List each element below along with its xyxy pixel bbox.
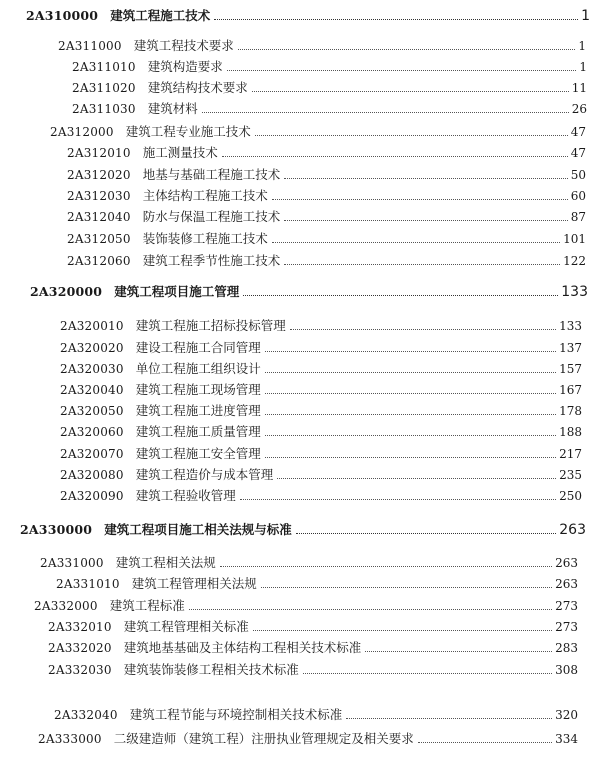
toc-title: 单位工程施工组织设计 bbox=[135, 361, 261, 376]
toc-entry-section[interactable] bbox=[26, 8, 590, 24]
toc-title: 施工测量技术 bbox=[142, 145, 218, 160]
toc-leader bbox=[265, 393, 556, 394]
toc-leader bbox=[238, 49, 576, 50]
toc-title: 建筑工程施工质量管理 bbox=[135, 424, 261, 439]
toc-title: 建筑工程造价与成本管理 bbox=[135, 467, 274, 482]
toc-title: 建筑工程验收管理 bbox=[135, 488, 236, 503]
toc-page: 50 bbox=[570, 168, 586, 182]
toc-leader bbox=[240, 499, 556, 500]
toc-entry[interactable] bbox=[60, 467, 582, 483]
toc-page: 217 bbox=[559, 447, 582, 461]
toc-page: 263 bbox=[555, 577, 578, 591]
toc-entry-section[interactable] bbox=[20, 522, 586, 538]
toc-entry[interactable] bbox=[50, 124, 586, 140]
toc-code: 2A312050 bbox=[67, 232, 131, 246]
toc-title: 建筑工程施工进度管理 bbox=[135, 403, 261, 418]
toc-entry[interactable] bbox=[60, 446, 582, 462]
toc-page: 263 bbox=[559, 522, 586, 538]
toc-leader bbox=[290, 329, 556, 330]
toc-entry[interactable] bbox=[56, 576, 578, 592]
toc-leader bbox=[214, 19, 578, 20]
toc-title: 地基与基础工程施工技术 bbox=[142, 167, 281, 182]
toc-leader bbox=[303, 673, 552, 674]
toc-page: 167 bbox=[559, 383, 582, 397]
toc-code: 2A311010 bbox=[72, 60, 136, 74]
toc-code: 2A320090 bbox=[60, 489, 124, 503]
toc-page: 137 bbox=[559, 341, 582, 355]
toc-leader bbox=[253, 630, 552, 631]
toc-entry[interactable] bbox=[48, 619, 578, 635]
toc-title: 建筑工程节能与环境控制相关技术标准 bbox=[129, 707, 343, 722]
toc-code: 2A320080 bbox=[60, 468, 124, 482]
toc-title: 建筑工程技术要求 bbox=[133, 38, 234, 53]
toc-leader bbox=[255, 135, 568, 136]
toc-code: 2A331010 bbox=[56, 577, 120, 591]
toc-entry[interactable] bbox=[67, 231, 586, 247]
toc-code: 2A320030 bbox=[60, 362, 124, 376]
toc-code: 2A312000 bbox=[50, 125, 114, 139]
toc-title: 建筑材料 bbox=[147, 101, 198, 116]
toc-entry[interactable] bbox=[40, 555, 578, 571]
toc-title: 建筑工程项目施工管理 bbox=[114, 284, 240, 299]
toc-leader bbox=[227, 70, 577, 71]
toc-leader bbox=[222, 156, 568, 157]
toc-page: 188 bbox=[559, 425, 582, 439]
toc-entry[interactable] bbox=[60, 488, 582, 504]
toc-page: 60 bbox=[570, 189, 586, 203]
toc-leader bbox=[284, 178, 567, 179]
toc-entry[interactable] bbox=[67, 209, 586, 225]
toc-page: 101 bbox=[563, 232, 586, 246]
toc-code: 2A311020 bbox=[72, 81, 136, 95]
toc-entry[interactable] bbox=[54, 707, 578, 723]
toc-entry-section[interactable] bbox=[30, 284, 588, 300]
toc-entry[interactable] bbox=[48, 662, 578, 678]
toc-code: 2A331000 bbox=[40, 556, 104, 570]
toc-page: 178 bbox=[559, 404, 582, 418]
toc-page: 157 bbox=[559, 362, 582, 376]
toc-code: 2A312040 bbox=[67, 210, 131, 224]
toc-entry[interactable] bbox=[48, 640, 578, 656]
toc-code: 2A312030 bbox=[67, 189, 131, 203]
toc-code: 2A330000 bbox=[20, 522, 93, 537]
toc-page: 308 bbox=[555, 663, 578, 677]
toc-entry[interactable] bbox=[38, 731, 578, 747]
toc-code: 2A311030 bbox=[72, 102, 136, 116]
toc-page: 87 bbox=[570, 210, 586, 224]
toc-leader bbox=[265, 351, 556, 352]
toc-code: 2A320000 bbox=[30, 284, 103, 299]
toc-page: 47 bbox=[570, 146, 586, 160]
toc-page: 263 bbox=[555, 556, 578, 570]
toc-title: 建筑工程标准 bbox=[109, 598, 185, 613]
toc-leader bbox=[272, 199, 568, 200]
toc-entry[interactable] bbox=[60, 403, 582, 419]
toc-code: 2A312020 bbox=[67, 168, 131, 182]
toc-entry[interactable] bbox=[67, 253, 586, 269]
toc-code: 2A320050 bbox=[60, 404, 124, 418]
toc-page: 1 bbox=[581, 8, 590, 24]
toc-leader bbox=[243, 295, 558, 296]
toc-title: 建设工程施工合同管理 bbox=[135, 340, 261, 355]
toc-page: 26 bbox=[571, 102, 587, 116]
toc-leader bbox=[265, 372, 556, 373]
toc-title: 建筑地基基础及主体结构工程相关技术标准 bbox=[123, 640, 362, 655]
toc-code: 2A332020 bbox=[48, 641, 112, 655]
toc-title: 建筑工程专业施工技术 bbox=[125, 124, 251, 139]
toc-entry[interactable] bbox=[67, 188, 586, 204]
toc-page: 273 bbox=[555, 620, 578, 634]
toc-leader bbox=[418, 742, 552, 743]
toc-page: 133 bbox=[559, 319, 582, 333]
toc-page: 250 bbox=[559, 489, 582, 503]
toc-code: 2A332030 bbox=[48, 663, 112, 677]
toc-title: 二级建造师（建筑工程）注册执业管理规定及相关要求 bbox=[113, 731, 414, 746]
toc-page: 11 bbox=[571, 81, 587, 95]
toc-entry[interactable] bbox=[34, 598, 578, 614]
toc-page: 235 bbox=[559, 468, 582, 482]
toc-page: 1 bbox=[578, 39, 586, 53]
toc-leader bbox=[277, 478, 556, 479]
toc-code: 2A320040 bbox=[60, 383, 124, 397]
toc-code: 2A332000 bbox=[34, 599, 98, 613]
toc-code: 2A320060 bbox=[60, 425, 124, 439]
toc-page: 273 bbox=[555, 599, 578, 613]
toc-leader bbox=[365, 651, 552, 652]
toc-code: 2A320070 bbox=[60, 447, 124, 461]
toc-entry[interactable] bbox=[60, 382, 582, 398]
toc-title: 建筑装饰装修工程相关技术标准 bbox=[123, 662, 299, 677]
toc-leader bbox=[261, 587, 552, 588]
toc-entry[interactable] bbox=[72, 80, 587, 96]
toc-title: 建筑工程施工招标投标管理 bbox=[135, 318, 286, 333]
toc-entry[interactable] bbox=[72, 101, 587, 117]
toc-code: 2A312060 bbox=[67, 254, 131, 268]
toc-entry[interactable] bbox=[60, 340, 582, 356]
toc-leader bbox=[265, 435, 556, 436]
toc-leader bbox=[284, 264, 560, 265]
toc-title: 建筑工程项目施工相关法规与标准 bbox=[104, 522, 292, 537]
toc-page: 334 bbox=[555, 732, 578, 746]
toc-title: 建筑工程管理相关标准 bbox=[123, 619, 249, 634]
toc-entry[interactable] bbox=[60, 424, 582, 440]
toc-entry[interactable] bbox=[67, 145, 586, 161]
toc-page: 122 bbox=[563, 254, 586, 268]
toc-code: 2A312010 bbox=[67, 146, 131, 160]
toc-code: 2A332040 bbox=[54, 708, 118, 722]
toc-leader bbox=[272, 242, 560, 243]
toc-leader bbox=[346, 718, 552, 719]
toc-code: 2A310000 bbox=[26, 8, 99, 23]
toc-leader bbox=[296, 533, 557, 534]
toc-leader bbox=[284, 220, 567, 221]
toc-title: 建筑工程施工现场管理 bbox=[135, 382, 261, 397]
toc-code: 2A333000 bbox=[38, 732, 102, 746]
toc-leader bbox=[220, 566, 552, 567]
toc-entry[interactable] bbox=[67, 167, 586, 183]
toc-title: 建筑工程相关法规 bbox=[115, 555, 216, 570]
toc-entry[interactable] bbox=[58, 38, 586, 54]
toc-title: 建筑工程管理相关法规 bbox=[131, 576, 257, 591]
toc-page: 133 bbox=[561, 284, 588, 300]
toc-entry[interactable] bbox=[72, 59, 587, 75]
toc-title: 建筑工程季节性施工技术 bbox=[142, 253, 281, 268]
toc-page: 47 bbox=[570, 125, 586, 139]
toc-code: 2A320010 bbox=[60, 319, 124, 333]
toc-entry[interactable] bbox=[60, 361, 582, 377]
toc-code: 2A320020 bbox=[60, 341, 124, 355]
toc-title: 建筑工程施工安全管理 bbox=[135, 446, 261, 461]
toc-title: 主体结构工程施工技术 bbox=[142, 188, 268, 203]
toc-leader bbox=[252, 91, 569, 92]
toc-code: 2A311000 bbox=[58, 39, 122, 53]
toc-leader bbox=[189, 609, 552, 610]
toc-leader bbox=[202, 112, 569, 113]
toc-title: 防水与保温工程施工技术 bbox=[142, 209, 281, 224]
toc-page: 283 bbox=[555, 641, 578, 655]
toc-page: 320 bbox=[555, 708, 578, 722]
toc-leader bbox=[265, 457, 556, 458]
toc-leader bbox=[265, 414, 556, 415]
toc-title: 建筑工程施工技术 bbox=[110, 8, 211, 23]
toc-title: 装饰装修工程施工技术 bbox=[142, 231, 268, 246]
toc-page: 1 bbox=[579, 60, 587, 74]
toc-code: 2A332010 bbox=[48, 620, 112, 634]
toc-title: 建筑构造要求 bbox=[147, 59, 223, 74]
toc-entry[interactable] bbox=[60, 318, 582, 334]
toc-title: 建筑结构技术要求 bbox=[147, 80, 248, 95]
